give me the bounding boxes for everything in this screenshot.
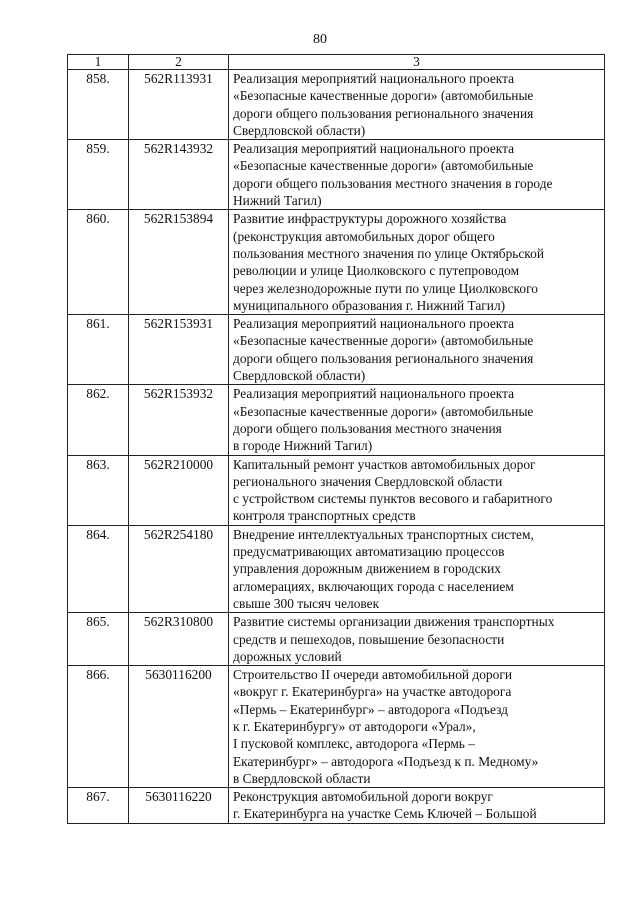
description-line: дороги общего пользования местного значения	[233, 420, 502, 436]
table-row	[68, 525, 605, 612]
description-line: в Свердловской области	[233, 770, 371, 786]
table-row	[68, 70, 605, 140]
description-line: Екатеринбург» – автодорога «Подъезд к п. Медному»	[233, 753, 539, 769]
target-article-description	[229, 140, 605, 210]
target-article-code: 5630116220	[129, 788, 229, 824]
table-body	[68, 70, 605, 824]
description-line: дороги общего пользования регионального значения	[233, 350, 534, 366]
row-number: 865.	[68, 613, 129, 666]
target-article-description	[229, 385, 605, 455]
table-row	[68, 315, 605, 385]
description-line: через железнодорожные пути по улице Циолковского	[233, 280, 538, 296]
page-number: 80	[313, 32, 327, 47]
description-line: революции и улице Циолковского с путепроводом	[233, 263, 520, 279]
description-line: с устройством системы пунктов весового и габаритного	[233, 491, 553, 507]
table-header-row	[68, 55, 605, 70]
table-row	[68, 613, 605, 666]
target-article-description	[229, 210, 605, 315]
row-number: 858.	[68, 70, 129, 140]
description-line: (реконструкция автомобильных дорог общего	[233, 228, 495, 244]
description-line: Реконструкция автомобильной дороги вокруг	[233, 789, 493, 805]
target-article-code: 562R113931	[129, 70, 229, 140]
description-line: г. Екатеринбурга на участке Семь Ключей – Большой	[233, 806, 537, 822]
target-article-code: 562R153931	[129, 315, 229, 385]
description-line: Внедрение интеллектуальных транспортных систем,	[233, 526, 534, 542]
row-number: 863.	[68, 455, 129, 525]
description-line: Капитальный ремонт участков автомобильных дорог	[233, 456, 536, 472]
row-number: 864.	[68, 525, 129, 612]
description-line: «Безопасные качественные дороги» (автомобильные	[233, 158, 534, 174]
description-line: муниципального образования г. Нижний Тагил)	[233, 297, 506, 313]
target-article-description	[229, 666, 605, 788]
description-line: Строительство II очереди автомобильной дороги	[233, 667, 512, 683]
table-row	[68, 385, 605, 455]
row-number: 866.	[68, 666, 129, 788]
description-line: дороги общего пользования местного значения в городе	[233, 175, 553, 191]
description-line: «Безопасные качественные дороги» (автомобильные	[233, 333, 534, 349]
table-header	[68, 55, 605, 70]
description-line: свыше 300 тысяч человек	[233, 595, 380, 611]
description-line: Реализация мероприятий национального проекта	[233, 141, 515, 157]
column-header-2: 2	[129, 55, 229, 70]
row-number: 861.	[68, 315, 129, 385]
description-line: агломерациях, включающих города с населением	[233, 578, 514, 594]
target-article-code: 562R254180	[129, 525, 229, 612]
budget-classification-table	[67, 54, 605, 824]
description-line: предусматривающих автоматизацию процессов	[233, 544, 505, 560]
row-number: 860.	[68, 210, 129, 315]
target-article-code: 562R210000	[129, 455, 229, 525]
description-line: «Безопасные качественные дороги» (автомобильные	[233, 403, 534, 419]
target-article-code: 5630116200	[129, 666, 229, 788]
target-article-description	[229, 315, 605, 385]
description-line: дорожных условий	[233, 648, 342, 664]
description-line: в городе Нижний Тагил)	[233, 438, 373, 454]
description-line: регионального значения Свердловской области	[233, 473, 503, 489]
description-line: I пусковой комплекс, автодорога «Пермь –	[233, 736, 475, 752]
description-line: Развитие инфраструктуры дорожного хозяйства	[233, 211, 507, 227]
target-article-code: 562R143932	[129, 140, 229, 210]
target-article-code: 562R310800	[129, 613, 229, 666]
table-row	[68, 210, 605, 315]
table-row	[68, 788, 605, 824]
table-row	[68, 455, 605, 525]
column-header-1: 1	[68, 55, 129, 70]
target-article-code: 562R153932	[129, 385, 229, 455]
description-line: Развитие системы организации движения транспортных	[233, 614, 555, 630]
description-line: «Безопасные качественные дороги» (автомобильные	[233, 88, 534, 104]
description-line: Реализация мероприятий национального проекта	[233, 316, 515, 332]
column-header-3: 3	[229, 55, 605, 70]
description-line: Реализация мероприятий национального проекта	[233, 386, 515, 402]
description-line: средств и пешеходов, повышение безопасности	[233, 631, 505, 647]
row-number: 867.	[68, 788, 129, 824]
description-line: к г. Екатеринбургу» от автодороги «Урал»,	[233, 718, 476, 734]
description-line: Нижний Тагил)	[233, 193, 322, 209]
description-line: «вокруг г. Екатеринбурга» на участке автодорога	[233, 684, 512, 700]
description-line: «Пермь – Екатеринбург» – автодорога «Подъезд	[233, 701, 508, 717]
description-line: Реализация мероприятий национального проекта	[233, 71, 515, 86]
table-row	[68, 666, 605, 788]
target-article-code: 562R153894	[129, 210, 229, 315]
target-article-description	[229, 613, 605, 666]
description-line: Свердловской области)	[233, 368, 366, 384]
target-article-description	[229, 70, 605, 140]
table-row	[68, 140, 605, 210]
description-line: управления дорожным движением в городских	[233, 561, 501, 577]
target-article-description	[229, 788, 605, 824]
description-line: Свердловской области)	[233, 122, 366, 138]
row-number: 862.	[68, 385, 129, 455]
row-number: 859.	[68, 140, 129, 210]
description-line: контроля транспортных средств	[233, 508, 416, 524]
target-article-description	[229, 525, 605, 612]
target-article-description	[229, 455, 605, 525]
description-line: дороги общего пользования регионального значения	[233, 105, 534, 121]
description-line: пользования местного значения по улице Октябрьской	[233, 245, 544, 261]
